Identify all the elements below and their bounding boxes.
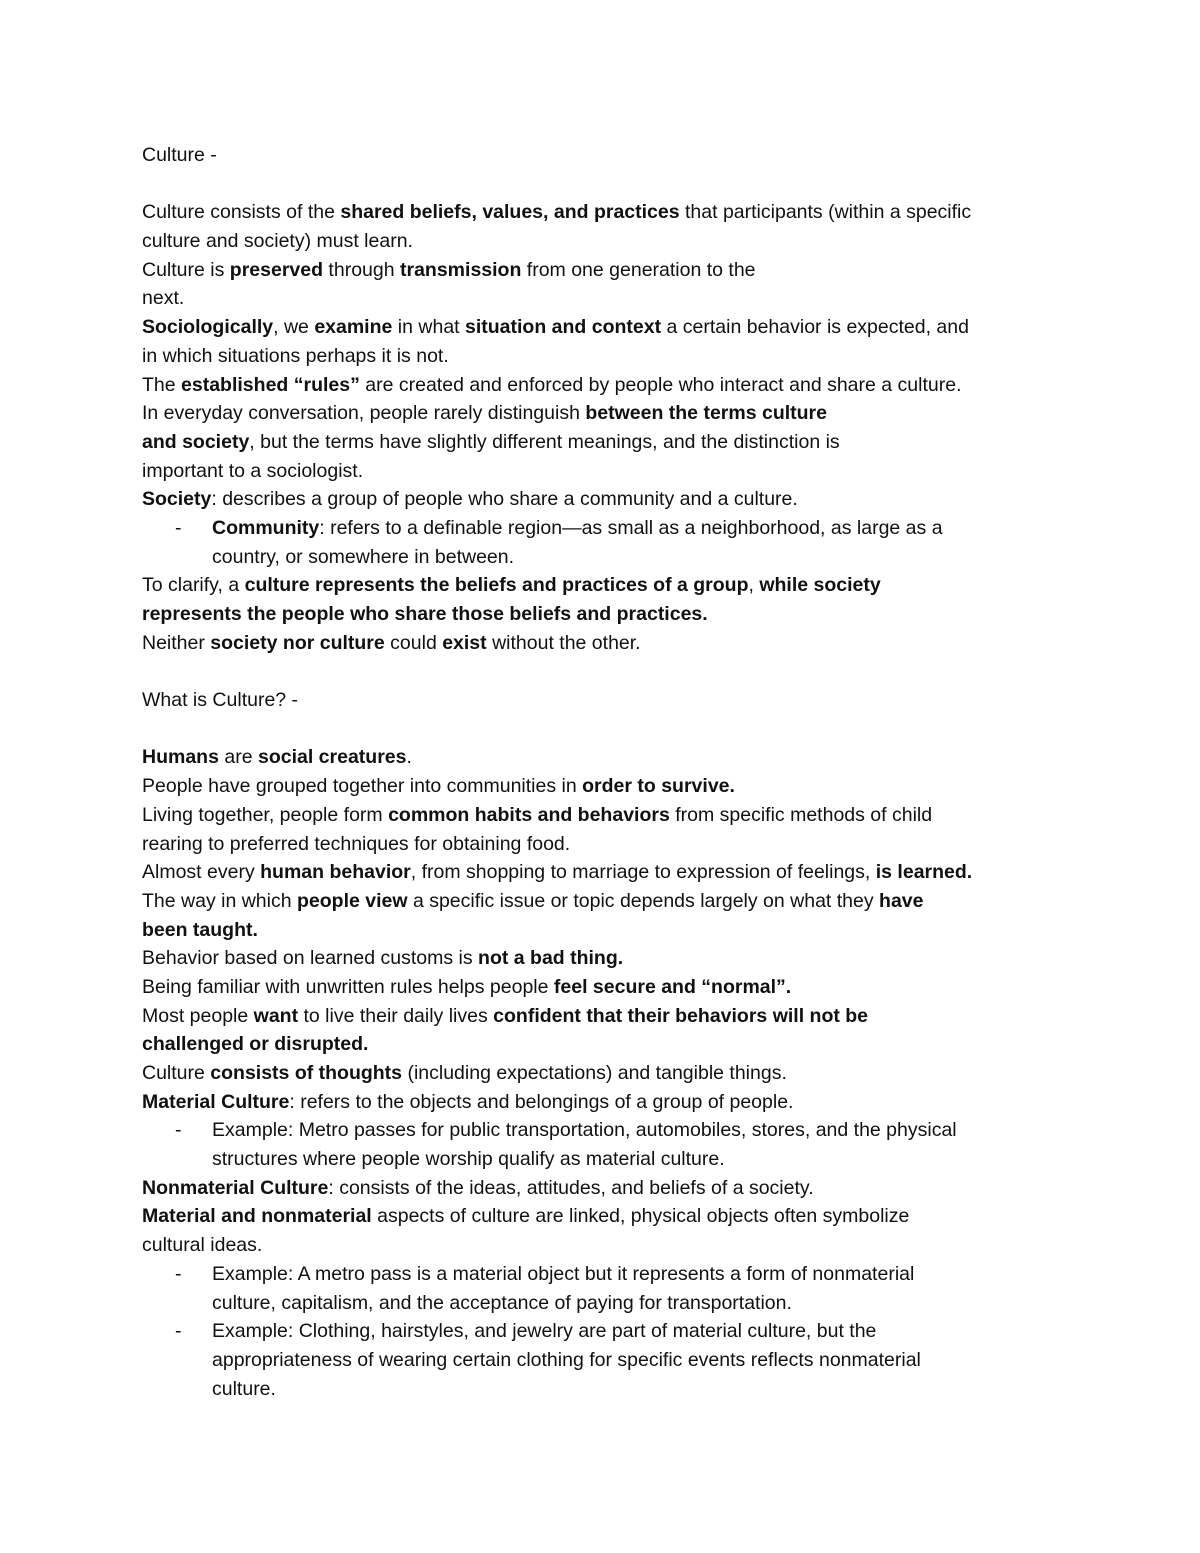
paragraph-line: [142, 858, 1072, 887]
text: Neither: [142, 631, 211, 654]
paragraph-line: [142, 1088, 1072, 1117]
list-item-continuation: [142, 543, 1072, 572]
bold-text: people view: [296, 889, 408, 912]
text: The way in which: [142, 889, 297, 912]
text: appropriateness of wearing certain clothing for specific events reflects nonmaterial: [212, 1348, 921, 1371]
text: culture.: [212, 1377, 276, 1400]
blank-line: [142, 170, 1072, 199]
paragraph-line: [142, 1002, 1072, 1031]
bold-text: is learned.: [875, 861, 973, 884]
paragraph-line: [142, 743, 1072, 772]
bold-text: feel secure and “normal”.: [553, 975, 792, 998]
bold-text: have: [879, 889, 924, 912]
blank-line: [142, 657, 1072, 686]
text: Culture consists of the: [142, 201, 341, 224]
bold-text: confident that their behaviors will not be: [493, 1004, 869, 1027]
bold-text: and society: [142, 430, 250, 453]
text: Culture: [142, 1062, 211, 1084]
text: that participants (within a specific: [679, 201, 972, 224]
text: are created and enforced by people who interact and share a culture.: [359, 373, 962, 396]
text: Culture is: [142, 258, 230, 281]
paragraph-line: [142, 916, 1072, 945]
bold-text: Material Culture: [142, 1090, 290, 1113]
text: structures where people worship qualify as material culture.: [212, 1148, 725, 1171]
text: Example: Clothing, hairstyles, and jewelry are part of material culture, but the: [212, 1320, 877, 1343]
bold-text: culture represents the beliefs and practices of a group: [244, 574, 749, 597]
bold-text: Humans: [142, 746, 219, 769]
bullet-dash: -: [175, 1119, 182, 1142]
text: Almost every: [142, 861, 261, 884]
paragraph-line: [142, 973, 1072, 1002]
paragraph-line: [142, 1030, 1072, 1059]
text: Example: A metro pass is a material object but it represents a form of nonmaterial: [212, 1262, 915, 1285]
blank-line: [142, 715, 1072, 744]
list-item: [142, 1260, 1072, 1289]
paragraph-line: [142, 944, 1072, 973]
text: : refers to a definable region—as small as a neighborhood, as large as a: [319, 516, 943, 539]
text: aspects of culture are linked, physical objects often symbolize: [371, 1205, 910, 1228]
bold-text: human behavior: [260, 861, 411, 884]
text: Most people: [142, 1004, 254, 1027]
bold-text: order to survive.: [582, 775, 735, 798]
section-heading-culture: Culture -: [142, 144, 217, 166]
list-item-continuation: [142, 1375, 1072, 1404]
document-page: [142, 141, 1072, 1403]
paragraph-line: [142, 1174, 1072, 1203]
list-item: [142, 1116, 1072, 1145]
list-item: [142, 1317, 1072, 1346]
bold-text: want: [253, 1004, 299, 1027]
text: without the other.: [486, 631, 641, 654]
bold-text: shared beliefs, values, and practices: [340, 201, 680, 224]
text: , but the terms have slightly different meanings, and the distinction is: [249, 430, 840, 453]
text: .: [406, 746, 412, 769]
bold-text: established “rules”: [181, 373, 360, 396]
bold-text: Material and nonmaterial: [142, 1205, 372, 1228]
paragraph-line: [142, 629, 1072, 658]
bold-text: transmission: [400, 258, 522, 281]
paragraph-line: next.: [142, 287, 185, 310]
bold-text: consists of thoughts: [210, 1062, 403, 1084]
bold-text: social creatures: [257, 746, 407, 769]
text: from one generation to the: [521, 258, 756, 281]
text: could: [384, 631, 443, 654]
bold-text: society nor culture: [210, 631, 385, 654]
paragraph-line: [142, 772, 1072, 801]
text: Example: Metro passes for public transportation, automobiles, stores, and the physical: [212, 1119, 957, 1142]
list-item-continuation: [142, 1289, 1072, 1318]
text: through: [323, 258, 400, 281]
text: Behavior based on learned customs is: [142, 947, 479, 970]
text: , from shopping to marriage to expression of feelings,: [410, 861, 876, 884]
bold-text: not a bad thing.: [478, 947, 624, 970]
text: People have grouped together into communities in: [142, 775, 583, 798]
paragraph-line: rearing to preferred techniques for obtaining food.: [142, 832, 571, 855]
paragraph-line: [142, 428, 1072, 457]
bullet-dash: -: [175, 516, 182, 539]
paragraph-line: cultural ideas.: [142, 1234, 263, 1257]
section-heading-what-is-culture: What is Culture? -: [142, 689, 299, 712]
bold-text: situation and context: [465, 316, 662, 339]
bold-text: Community: [212, 516, 320, 539]
text: , we: [273, 316, 315, 339]
text: : refers to the objects and belongings of a group of people.: [289, 1090, 794, 1113]
text: a certain behavior is expected, and: [661, 316, 969, 339]
text: Living together, people form: [142, 803, 389, 826]
bold-text: Society: [142, 488, 212, 511]
bold-text: Nonmaterial Culture: [142, 1176, 329, 1199]
bold-text: exist: [442, 631, 487, 654]
text: To clarify, a: [142, 574, 245, 597]
paragraph-line: important to a sociologist.: [142, 459, 364, 482]
list-item: [142, 514, 1072, 543]
paragraph-line: [142, 571, 1072, 600]
bullet-dash: -: [175, 1262, 182, 1285]
bullet-dash: -: [175, 1320, 182, 1343]
paragraph-line: [142, 600, 1072, 629]
text: ,: [748, 574, 760, 597]
bold-text: been taught.: [142, 918, 258, 941]
text: : describes a group of people who share a community and a culture.: [211, 488, 798, 511]
text: from specific methods of child: [669, 803, 933, 826]
bold-text: challenged or disrupted.: [142, 1033, 369, 1056]
paragraph-line: [142, 887, 1072, 916]
text: culture, capitalism, and the acceptance of paying for transportation.: [212, 1291, 792, 1314]
paragraph-line: [142, 1059, 1072, 1088]
text: country, or somewhere in between.: [212, 545, 515, 568]
paragraph-line: [142, 1202, 1072, 1231]
bold-text: preserved: [229, 258, 324, 281]
paragraph-line: in which situations perhaps it is not.: [142, 344, 449, 367]
text: in what: [392, 316, 465, 339]
paragraph-line: [142, 399, 1072, 428]
paragraph-line: [142, 801, 1072, 830]
bold-text: examine: [314, 316, 393, 339]
bold-text: while society: [759, 574, 881, 597]
text: The: [142, 373, 182, 396]
paragraph-line: culture and society) must learn.: [142, 230, 413, 253]
bold-text: common habits and behaviors: [388, 803, 670, 826]
text: (including expectations) and tangible things.: [402, 1062, 787, 1084]
bold-text: Sociologically: [142, 316, 274, 339]
bold-text: represents the people who share those beliefs and practices.: [142, 603, 708, 625]
text: Being familiar with unwritten rules helps people: [142, 975, 554, 998]
text: : consists of the ideas, attitudes, and beliefs of a society.: [328, 1176, 814, 1199]
paragraph-line: [142, 256, 1072, 285]
text: In everyday conversation, people rarely distinguish: [142, 402, 586, 425]
text: to live their daily lives: [298, 1004, 494, 1027]
text: are: [218, 746, 258, 769]
text: a specific issue or topic depends largely on what they: [407, 889, 880, 912]
paragraph-line: [142, 313, 1072, 342]
paragraph-line: [142, 371, 1072, 400]
paragraph-line: [142, 485, 1072, 514]
bold-text: between the terms culture: [585, 402, 827, 425]
list-item-continuation: [142, 1145, 1072, 1174]
list-item-continuation: [142, 1346, 1072, 1375]
paragraph-line: [142, 198, 1072, 227]
